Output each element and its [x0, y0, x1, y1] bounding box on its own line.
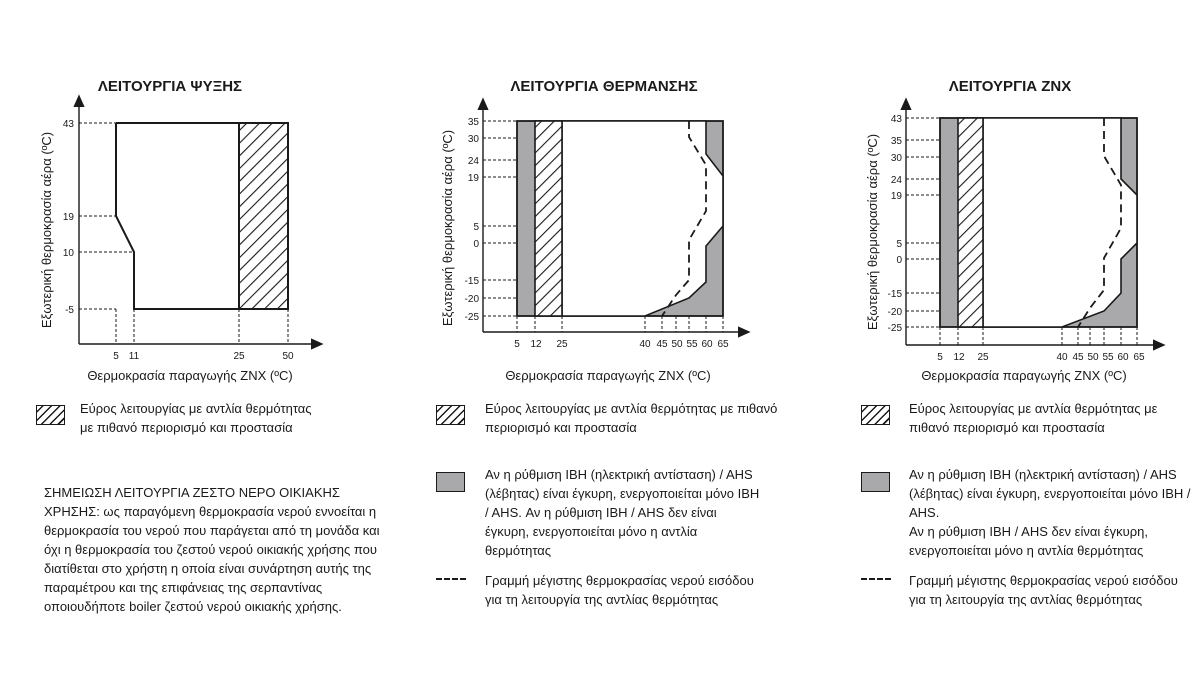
dhw-xtick: 55 — [1102, 352, 1114, 363]
heating-legend-dash-swatch — [436, 578, 466, 580]
cooling-ytick: -5 — [65, 305, 74, 316]
cooling-ytick: 19 — [62, 212, 74, 223]
dhw-xtick: 45 — [1072, 352, 1084, 363]
dhw-ytick: 0 — [896, 255, 902, 266]
dhw-ytick: 30 — [890, 153, 902, 164]
dhw-ytick: 19 — [890, 191, 902, 202]
heating-xtick: 60 — [701, 339, 713, 350]
dhw-legend-grey-text — [909, 465, 1194, 560]
dhw-chart — [865, 78, 1160, 383]
dhw-ytick: 24 — [890, 175, 902, 186]
dhw-xtick: 50 — [1087, 352, 1099, 363]
dhw-xtick: 60 — [1117, 352, 1129, 363]
heating-y-label: Εξωτερική θερμοκρασία αέρα (ºC) — [440, 129, 455, 327]
heating-xtick: 55 — [686, 339, 698, 350]
dhw-ytick: 5 — [896, 239, 902, 250]
dhw-legend-grey-text-1: Αν η ρύθμιση IBH (ηλεκτρική αντίσταση) / AHS (λέβητας) είναι έγκυρη, ενεργοποιείται μόνο IBH / AHS. — [909, 467, 1191, 520]
heating-xtick: 25 — [556, 339, 568, 350]
cooling-xtick: 50 — [282, 351, 294, 362]
dhw-ytick: -20 — [887, 307, 902, 318]
cooling-chart — [39, 78, 318, 383]
cooling-legend-hatch-text: Εύρος λειτουργίας με αντλία θερμότητας με πιθανό περιορισμό και προστασία — [80, 401, 312, 435]
heating-hatched-zone — [535, 121, 562, 316]
heating-ytick: 35 — [467, 117, 479, 128]
heating-ytick: 19 — [467, 173, 479, 184]
heating-xtick: 40 — [639, 339, 651, 350]
dhw-legend-dash-swatch — [861, 578, 891, 580]
cooling-hatched-zone — [239, 123, 288, 309]
heating-ytick: -25 — [464, 312, 479, 323]
dhw-note: ΣΗΜΕΙΩΣΗ ΛΕΙΤΟΥΡΓΙΑ ΖΕΣΤΟ ΝΕΡΟ ΟΙΚΙΑΚΗΣ ΧΡΗΣΗΣ: ως παραγόμενη θερμοκρασία νερού εννοείται η θερμοκρασία του νερού που παράγεται από τη μονάδα και όχι η θερμοκρασία του ζεστού νερού οικιακής χρήσης που διατίθεται στο χρήστη η οποία είναι συνάρτηση αυτής της παραμέτρου και της επιφάνειας της σερπαντίνας οποιουδήποτε boiler ζεστού νερού οικιακής χρήσης. — [44, 485, 380, 614]
heating-ytick: 24 — [467, 156, 479, 167]
heating-legend-grey-text: Αν η ρύθμιση IBH (ηλεκτρική αντίσταση) / AHS (λέβητας) είναι έγκυρη, ενεργοποιείται μόνο IBH / AHS. Αν η ρύθμιση IBH / AHS δεν είναι έγκυρη, ενεργοποιείται μόνο η αντλία θερμότητας — [485, 467, 760, 558]
dhw-legend-hatch-swatch — [861, 405, 890, 425]
cooling-xtick: 25 — [233, 351, 245, 362]
heating-ytick: -20 — [464, 294, 479, 305]
cooling-ytick: 10 — [62, 248, 74, 259]
dhw-legend-grey-swatch — [861, 472, 890, 492]
dhw-xtick: 5 — [937, 352, 943, 363]
cooling-y-label: Εξωτερική θερμοκρασία αέρα (ºC) — [39, 131, 54, 329]
heating-legend-dash-text: Γραμμή μέγιστης θερμοκρασίας νερού εισόδου για τη λειτουργία της αντλίας θερμότητας — [485, 573, 754, 607]
dhw-hatched-zone — [958, 118, 983, 327]
heating-legend-hatch-text: Εύρος λειτουργίας με αντλία θερμότητας με πιθανό περιορισμό και προστασία — [485, 401, 778, 435]
heating-title: ΛΕΙΤΟΥΡΓΙΑ ΘΕΡΜΑΝΣΗΣ — [510, 78, 698, 95]
heating-xtick: 45 — [656, 339, 668, 350]
heating-ytick: -15 — [464, 276, 479, 287]
cooling-title: ΛΕΙΤΟΥΡΓΙΑ ΨΥΞΗΣ — [97, 78, 243, 95]
dhw-xtick: 25 — [977, 352, 989, 363]
dhw-xtick: 40 — [1056, 352, 1068, 363]
heating-heatpump-zone — [562, 121, 723, 316]
dhw-ytick: -15 — [887, 289, 902, 300]
cooling-x-label: Θερμοκρασία παραγωγής ZNX (ºC) — [87, 368, 293, 383]
dhw-legend-hatch-text: Εύρος λειτουργίας με αντλία θερμότητας με πιθανό περιορισμό και προστασία — [909, 401, 1158, 435]
heating-x-label: Θερμοκρασία παραγωγής ZNX (ºC) — [505, 368, 711, 383]
heating-ytick: 5 — [473, 222, 479, 233]
heating-ytick: 0 — [473, 239, 479, 250]
heating-legend-grey-swatch — [436, 472, 465, 492]
cooling-xtick: 11 — [128, 351, 140, 362]
cooling-legend-hatch-swatch — [36, 405, 65, 425]
dhw-ytick: 35 — [890, 136, 902, 147]
dhw-heatpump-zone — [983, 118, 1137, 327]
cooling-xtick: 5 — [113, 351, 119, 362]
dhw-xtick: 65 — [1133, 352, 1145, 363]
heating-xtick: 65 — [717, 339, 729, 350]
heating-chart — [440, 78, 745, 383]
dhw-ytick: -25 — [887, 323, 902, 334]
dhw-x-label: Θερμοκρασία παραγωγής ZNX (ºC) — [921, 368, 1127, 383]
dhw-legend-grey-text-2: Αν η ρύθμιση IBH / AHS δεν είναι έγκυρη, ενεργοποιείται μόνο η αντλία θερμότητας — [909, 524, 1148, 558]
heating-legend-hatch-swatch — [436, 405, 465, 425]
dhw-y-label: Εξωτερική θερμοκρασία αέρα (ºC) — [865, 133, 880, 331]
dhw-legend-dash-text: Γραμμή μέγιστης θερμοκρασίας νερού εισόδου για τη λειτουργία της αντλίας θερμότητας — [909, 573, 1178, 607]
heating-xtick: 12 — [530, 339, 542, 350]
heating-xtick: 50 — [671, 339, 683, 350]
dhw-xtick: 12 — [953, 352, 965, 363]
dhw-ytick: 43 — [890, 114, 902, 125]
cooling-ytick: 43 — [62, 119, 74, 130]
dhw-title: ΛΕΙΤΟΥΡΓΙΑ ZNX — [948, 78, 1072, 95]
cooling-envelope — [116, 123, 239, 309]
heating-ytick: 30 — [467, 134, 479, 145]
heating-xtick: 5 — [514, 339, 520, 350]
